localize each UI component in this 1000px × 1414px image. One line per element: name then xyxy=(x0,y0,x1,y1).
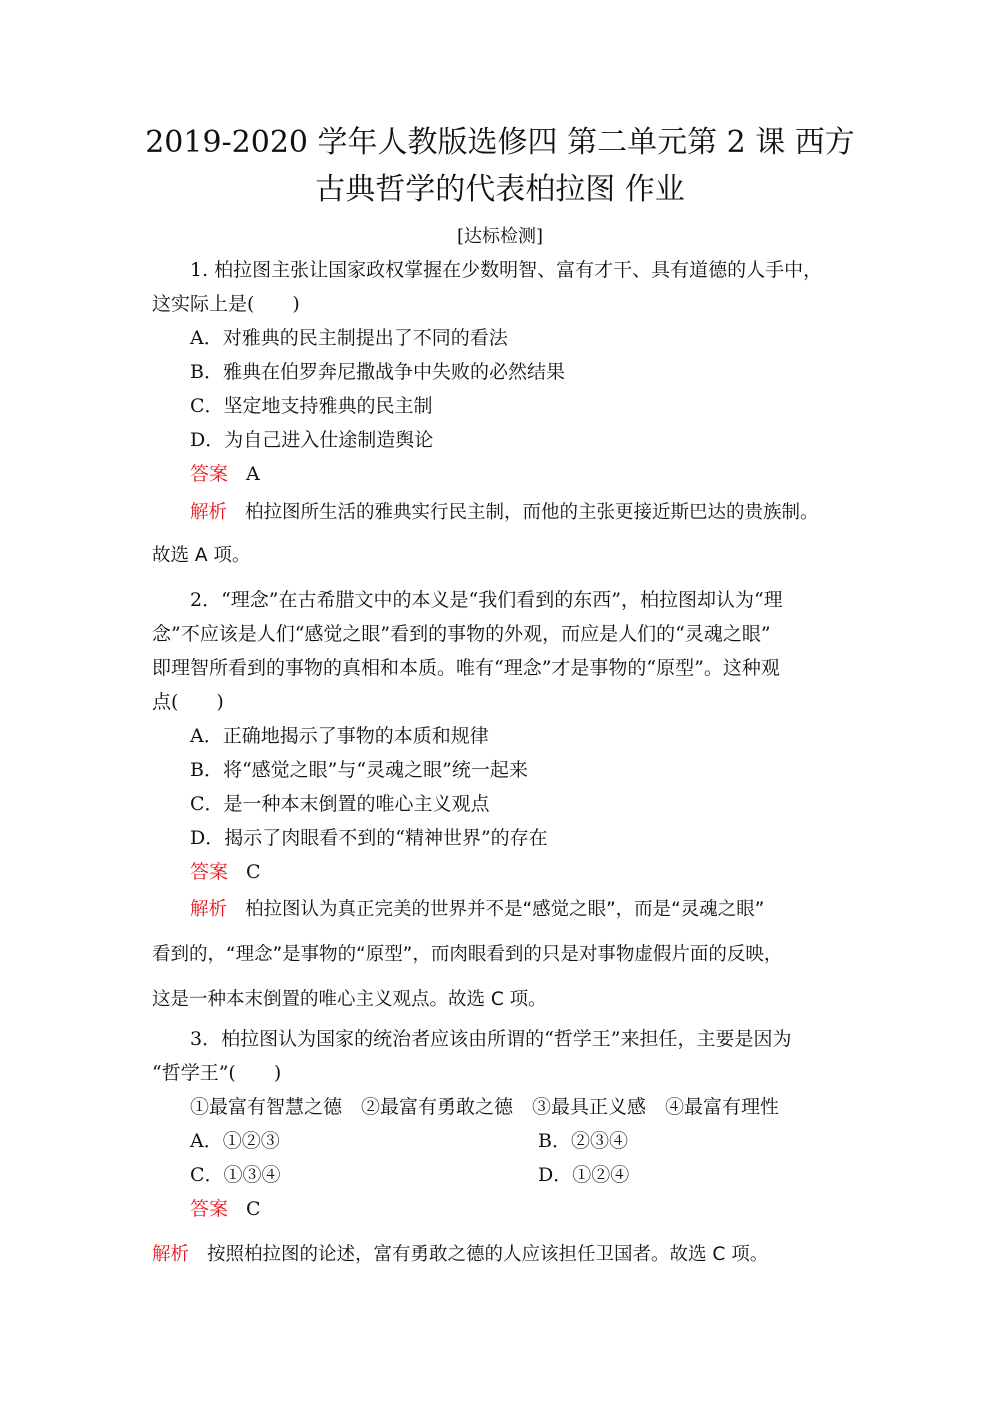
answer-value: C xyxy=(246,861,261,883)
option-d: D．①②④ xyxy=(538,1164,630,1186)
option-b: B．将“感觉之眼”与“灵魂之眼”统一起来 xyxy=(190,759,528,781)
question-stem: 2．“理念”在古希腊文中的本义是“我们看到的东西”，柏拉图却认为“理 xyxy=(190,589,783,611)
answer-label: 答案 xyxy=(190,1198,229,1220)
document-title-line1: 2019-2020 学年人教版选修四 第二单元第 2 课 西方 xyxy=(145,125,855,160)
option-d: D．为自己进入仕途制造舆论 xyxy=(190,429,434,451)
answer-label: 答案 xyxy=(190,861,229,883)
question-stem: 即理智所看到的事物的真相和本质。唯有“理念”才是事物的“原型”。这种观 xyxy=(152,657,780,679)
analysis-text: 看到的，“理念”是事物的“原型”，而肉眼看到的只是对事物虚假片面的反映， xyxy=(152,944,783,965)
option-a: A．对雅典的民主制提出了不同的看法 xyxy=(190,327,508,349)
analysis-label: 解析 xyxy=(190,899,228,920)
analysis-text: 柏拉图所生活的雅典实行民主制，而他的主张更接近斯巴达的贵族制。 xyxy=(245,502,819,523)
question-stem: 3．柏拉图认为国家的统治者应该由所谓的“哲学王”来担任，主要是因为 xyxy=(190,1028,792,1050)
section-heading: [达标检测] xyxy=(456,226,544,247)
analysis-text: 故选 A 项。 xyxy=(152,545,251,566)
question-stem: 点( ) xyxy=(152,691,224,713)
answer-row xyxy=(190,462,260,486)
option-a: A．①②③ xyxy=(190,1130,280,1152)
answer-row xyxy=(190,1197,261,1221)
option-a: A．正确地揭示了事物的本质和规律 xyxy=(190,725,489,747)
question-stem: 这实际上是( ) xyxy=(152,293,300,315)
question-stem: “哲学王”( ) xyxy=(152,1062,282,1084)
analysis-label: 解析 xyxy=(152,1244,190,1265)
option-b: B．②③④ xyxy=(538,1130,628,1152)
question-stem: 1. 柏拉图主张让国家政权掌握在少数明智、富有才干、具有道德的人手中， xyxy=(190,259,823,281)
answer-value: C xyxy=(246,1198,261,1220)
option-c: C．①③④ xyxy=(190,1164,281,1186)
option-d: D．揭示了肉眼看不到的“精神世界”的存在 xyxy=(190,827,548,849)
document-title-line2: 古典哲学的代表柏拉图 作业 xyxy=(315,172,685,207)
answer-row xyxy=(190,860,261,884)
option-c: C．是一种本末倒置的唯心主义观点 xyxy=(190,793,490,815)
option-b: B．雅典在伯罗奔尼撒战争中失败的必然结果 xyxy=(190,361,565,383)
analysis-text: 柏拉图认为真正完美的世界并不是“感觉之眼”，而是“灵魂之眼” xyxy=(245,899,765,920)
option-c: C．坚定地支持雅典的民主制 xyxy=(190,395,433,417)
analysis-row xyxy=(152,1243,768,1267)
analysis-label: 解析 xyxy=(190,502,228,523)
statement-list: ①最富有智慧之德 ②最富有勇敢之德 ③最具正义感 ④最富有理性 xyxy=(190,1096,780,1118)
analysis-row xyxy=(190,501,819,525)
answer-label: 答案 xyxy=(190,463,229,485)
answer-value: A xyxy=(246,463,260,485)
analysis-text: 这是一种本末倒置的唯心主义观点。故选 C 项。 xyxy=(152,989,547,1010)
analysis-text: 按照柏拉图的论述，富有勇敢之德的人应该担任卫国者。故选 C 项。 xyxy=(207,1244,769,1265)
question-stem: 念”不应该是人们“感觉之眼”看到的事物的外观，而应是人们的“灵魂之眼” xyxy=(152,623,771,645)
analysis-row xyxy=(190,898,764,922)
